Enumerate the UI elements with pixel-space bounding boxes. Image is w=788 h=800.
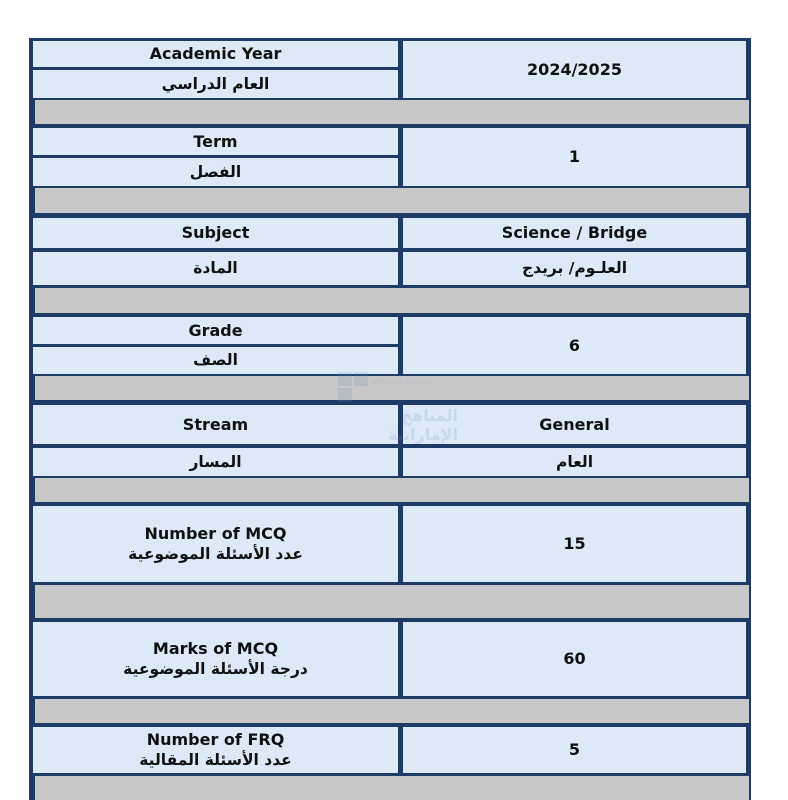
separator-row xyxy=(35,585,749,618)
mcq-count-label-ar: عدد الأسئلة الموضوعية xyxy=(128,545,303,564)
mcq-count-label xyxy=(33,506,398,582)
stream-label-ar: المسار xyxy=(33,448,398,476)
grade-label-en: Grade xyxy=(33,317,398,344)
frq-count-label-ar: عدد الأسئلة المقالية xyxy=(139,751,292,770)
term-label-en: Term xyxy=(33,128,398,155)
separator-row xyxy=(35,699,749,723)
mcq-count-label-en: Number of MCQ xyxy=(144,523,287,543)
mcq-marks-value: 60 xyxy=(403,622,746,696)
frq-count-label xyxy=(33,727,398,773)
separator-row xyxy=(35,188,749,213)
mcq-count-value: 15 xyxy=(403,506,746,582)
exam-spec-table xyxy=(29,38,751,800)
separator-row xyxy=(35,288,749,313)
subject-label-en: Subject xyxy=(33,218,398,248)
stream-label-en: Stream xyxy=(33,405,398,444)
mcq-marks-label-ar: درجة الأسئلة الموضوعية xyxy=(123,660,308,679)
mcq-marks-label xyxy=(33,622,398,696)
mcq-marks-label-en: Marks of MCQ xyxy=(152,638,279,658)
separator-row xyxy=(35,776,749,800)
separator-row xyxy=(35,376,749,400)
separator-row xyxy=(35,478,749,502)
subject-value-ar: العلـوم/ بريدج xyxy=(403,252,746,285)
academic-year-value: 2024/2025 xyxy=(403,41,746,98)
stream-value-ar: العام xyxy=(403,448,746,476)
subject-label-ar: المادة xyxy=(33,252,398,285)
stream-value-en: General xyxy=(403,405,746,444)
term-value: 1 xyxy=(403,128,746,186)
frq-count-value: 5 xyxy=(403,727,746,773)
academic-year-label-ar: العام الدراسي xyxy=(33,70,398,98)
subject-value-en: Science / Bridge xyxy=(403,218,746,248)
grade-label-ar: الصف xyxy=(33,347,398,374)
academic-year-label-en: Academic Year xyxy=(33,41,398,67)
frq-count-label-en: Number of FRQ xyxy=(146,729,285,749)
separator-row xyxy=(35,100,749,124)
term-label-ar: الفصل xyxy=(33,158,398,186)
grade-value: 6 xyxy=(403,317,746,374)
